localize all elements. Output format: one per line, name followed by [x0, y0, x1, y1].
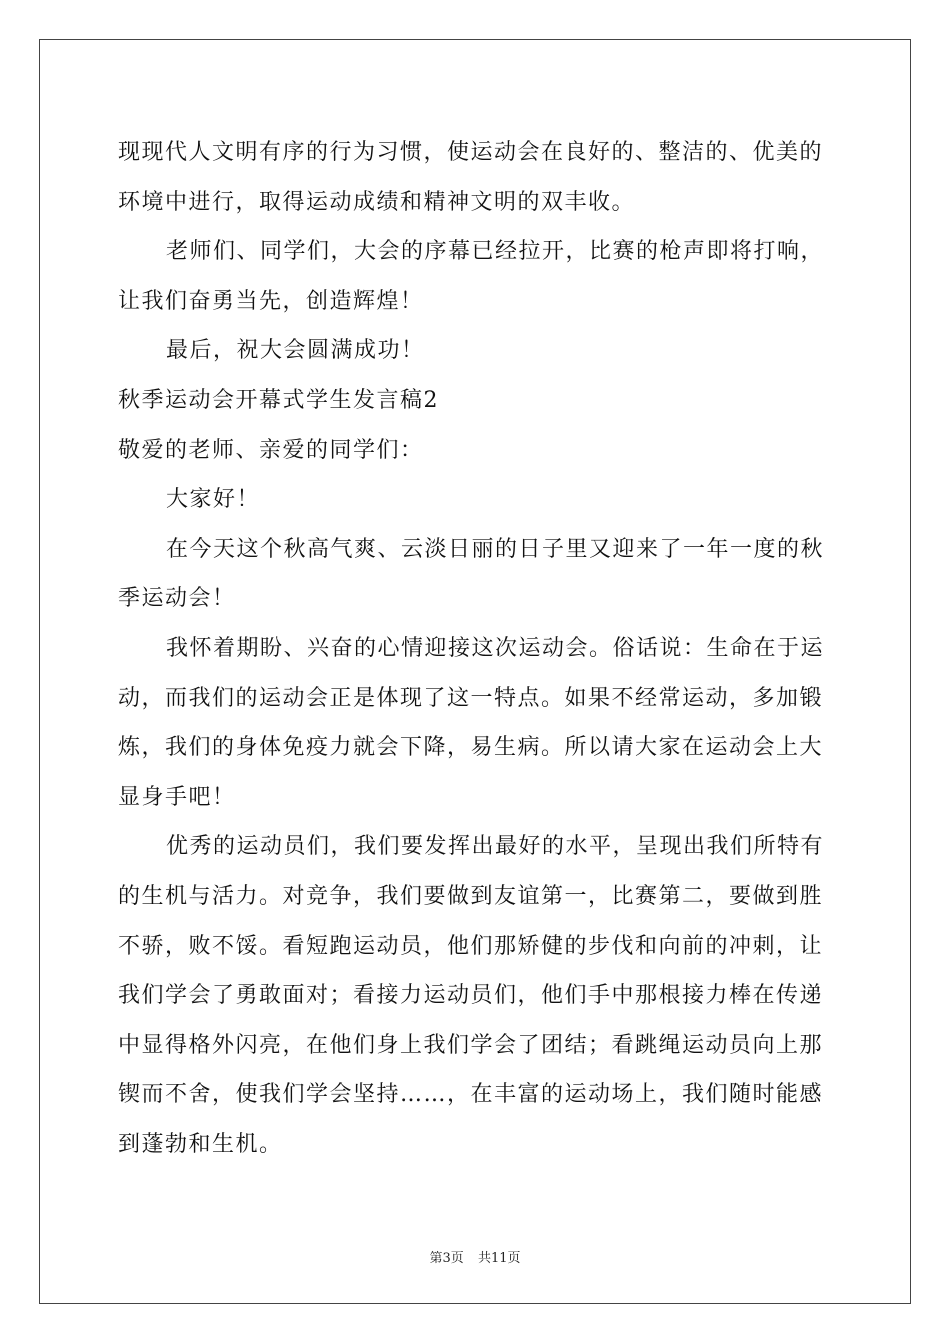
- paragraph: 最后，祝大会圆满成功！: [166, 338, 425, 364]
- page-footer: [0, 1247, 950, 1266]
- page-number: 第3页: [429, 1251, 464, 1266]
- paragraph: 老师们、同学们，大会的序幕已经拉开，比赛的枪声即将打响，让我们奋勇当先，创造辉煌！: [118, 239, 825, 314]
- document-body: [118, 128, 834, 1169]
- paragraph: 优秀的运动员们，我们要发挥出最好的水平，呈现出我们所特有的生机与活力。对竞争，我们要做到友谊第一，比赛第二，要做到胜不骄，败不馁。看短跑运动员，他们那矫健的步伐和向前的冲刺，让我们学会了勇敢面对；看接力运动员们，他们手中那根接力棒在传递中显得格外闪亮，在他们身上我们学会了团结；看跳绳运动员向上那锲而不舍，使我们学会坚持……，在丰富的运动场上，我们随时能感到蓬勃和生机。: [118, 834, 825, 1157]
- section-heading: 秋季运动会开幕式学生发言稿2: [118, 387, 439, 413]
- total-pages: 共11页: [477, 1251, 521, 1266]
- paragraph: 我怀着期盼、兴奋的心情迎接这次运动会。俗话说：生命在于运动，而我们的运动会正是体现了这一特点。如果不经常运动，多加锻炼，我们的身体免疫力就会下降，易生病。所以请大家在运动会上大显身手吧！: [118, 635, 825, 810]
- greeting: 大家好！: [166, 487, 261, 513]
- paragraph: 在今天这个秋高气爽、云淡日丽的日子里又迎来了一年一度的秋季运动会！: [118, 536, 825, 612]
- paragraph: 现现代人文明有序的行为习惯，使运动会在良好的、整洁的、优美的环境中进行，取得运动成绩和精神文明的双丰收。: [118, 140, 824, 215]
- salutation: 敬爱的老师、亲爱的同学们：: [118, 437, 424, 463]
